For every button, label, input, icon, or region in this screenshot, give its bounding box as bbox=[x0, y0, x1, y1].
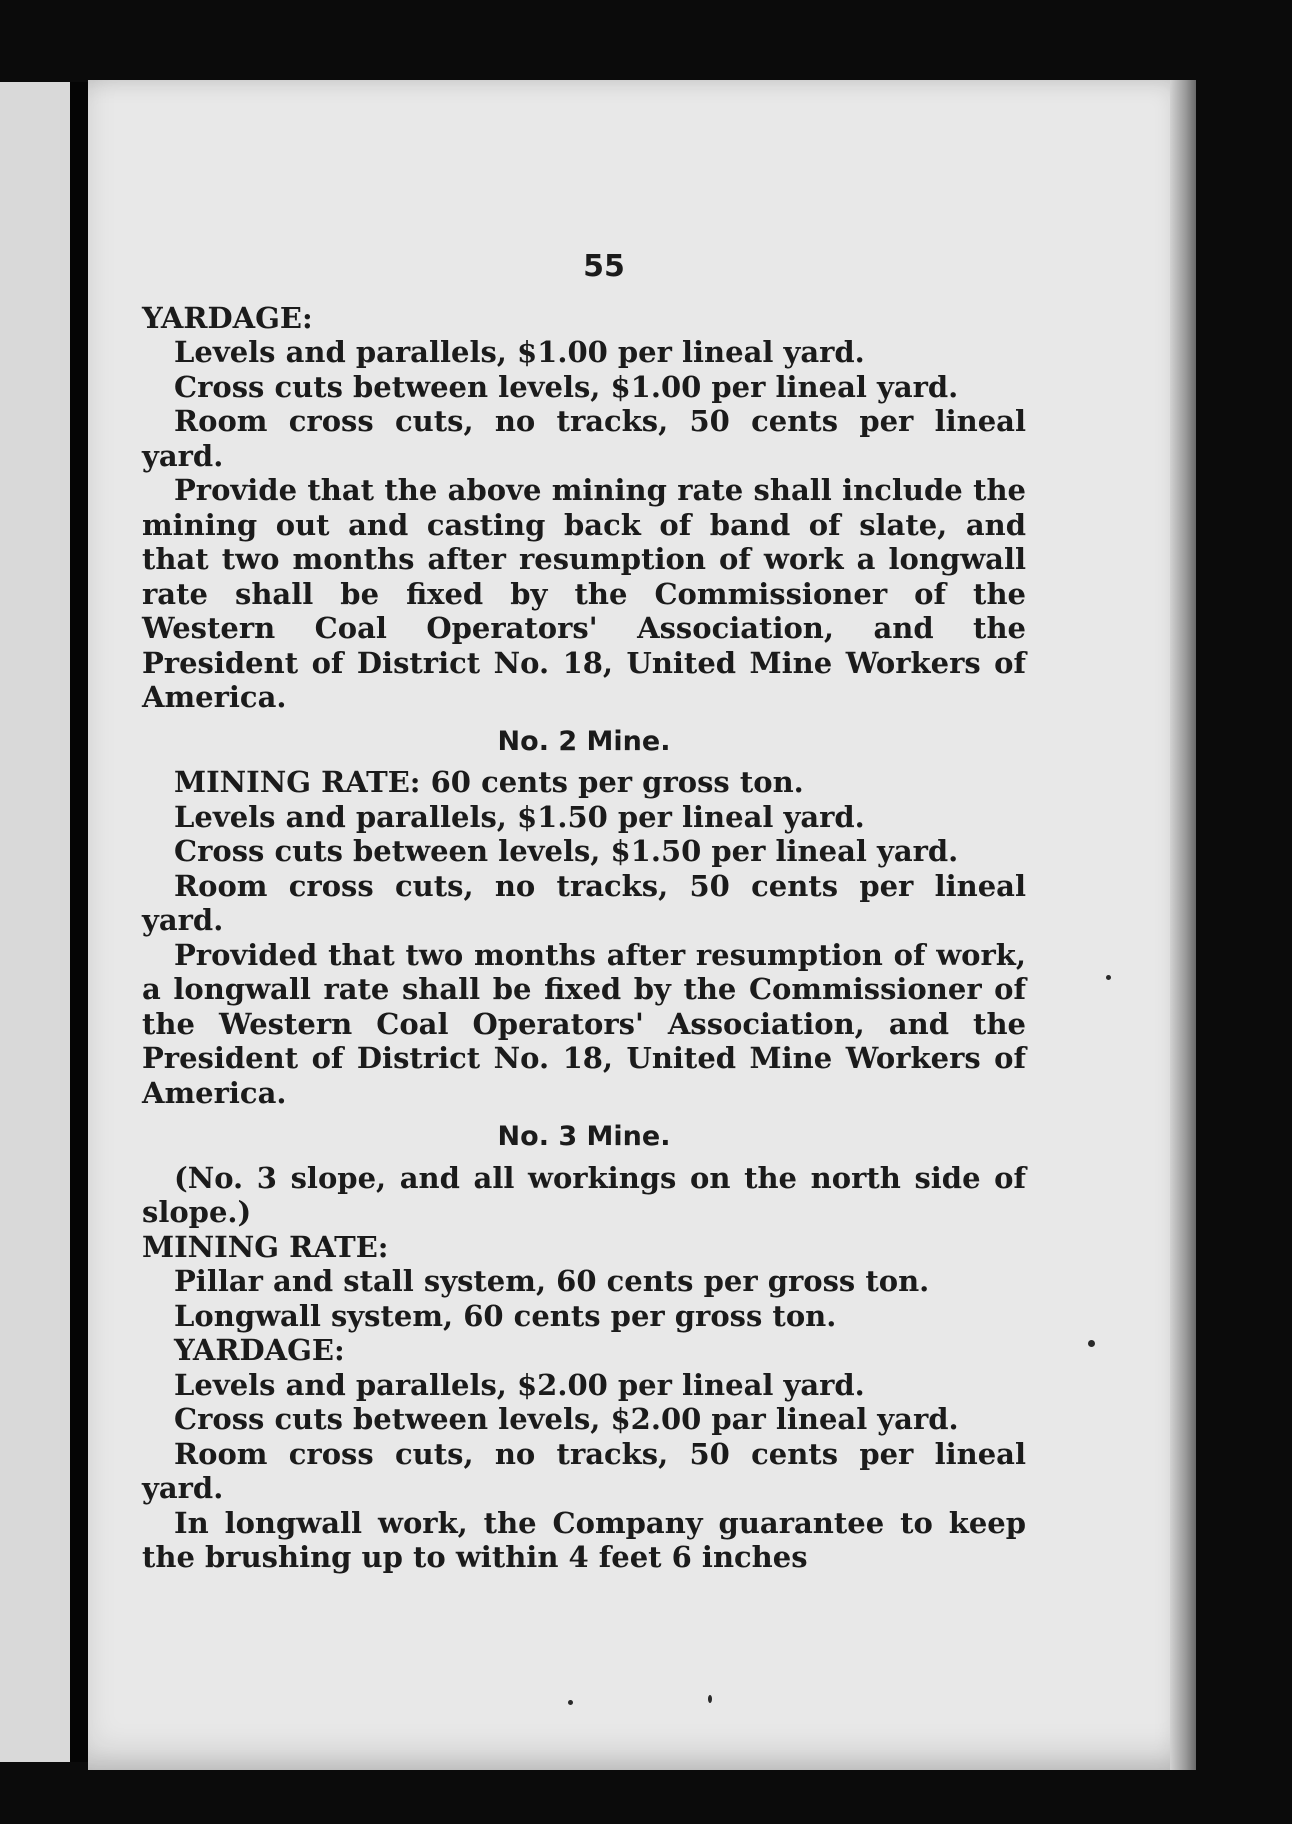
text-line: Cross cuts between levels, $1.00 per lineal yard. bbox=[174, 369, 959, 404]
text-line: Cross cuts between levels, $2.00 par lineal yard. bbox=[174, 1402, 959, 1436]
page-number: 55 bbox=[583, 249, 625, 284]
mine-heading-no-2: No. 2 Mine. bbox=[497, 725, 671, 757]
paper-speck bbox=[708, 1695, 712, 1703]
text-line: MINING RATE: 60 cents per gross ton. bbox=[174, 765, 804, 799]
section-heading-mining-rate: MINING RATE: bbox=[142, 1229, 389, 1264]
text-line: Levels and parallels, $1.50 per lineal yard. bbox=[174, 799, 865, 834]
section-heading-yardage: YARDAGE: bbox=[142, 300, 313, 335]
paragraph: In longwall work, the Company guarantee to keep the brushing up to within 4 feet 6 inches bbox=[142, 1505, 1026, 1574]
paper-speck bbox=[1088, 1340, 1095, 1347]
book-gutter bbox=[70, 82, 88, 1762]
paragraph: Provided that two months after resumption of work, a longwall rate shall be fixed by the Commissioner of the Western Coal Operators' Association, and the President of District No. 18, United Mine Workers of America. bbox=[142, 937, 1026, 1110]
text-line: Pillar and stall system, 60 cents per gross ton. bbox=[174, 1264, 930, 1298]
paper-speck bbox=[568, 1700, 573, 1705]
page-content bbox=[142, 250, 1026, 1575]
paragraph: Room cross cuts, no tracks, 50 cents per lineal yard. bbox=[142, 1436, 1026, 1505]
text-line: Levels and parallels, $2.00 per lineal yard. bbox=[174, 1367, 865, 1402]
paragraph: Room cross cuts, no tracks, 50 cents per lineal yard. bbox=[142, 868, 1026, 937]
mine-heading-no-3: No. 3 Mine. bbox=[497, 1121, 671, 1152]
paragraph: Provide that the above mining rate shall include the mining out and casting back of band of slate, and that two months after resumption of work a longwall rate shall be fixed by the Commissioner of the Western Coal Operators' Association, and the President of District No. 18, United Mine Workers of America. bbox=[142, 473, 1026, 714]
text-line: Levels and parallels, $1.00 per lineal yard. bbox=[174, 335, 865, 369]
paragraph: Room cross cuts, no tracks, 50 cents per lineal yard. bbox=[142, 404, 1026, 473]
subsection-heading-yardage: YARDAGE: bbox=[174, 1333, 345, 1367]
text-line: Longwall system, 60 cents per gross ton. bbox=[174, 1298, 837, 1333]
book-page bbox=[88, 80, 1196, 1770]
paragraph: (No. 3 slope, and all workings on the north side of slope.) bbox=[142, 1160, 1026, 1229]
facing-page-edge bbox=[0, 82, 70, 1762]
paper-speck bbox=[1106, 975, 1111, 980]
page-edge-shadow bbox=[1170, 80, 1196, 1770]
text-line: Cross cuts between levels, $1.50 per lineal yard. bbox=[174, 834, 959, 868]
